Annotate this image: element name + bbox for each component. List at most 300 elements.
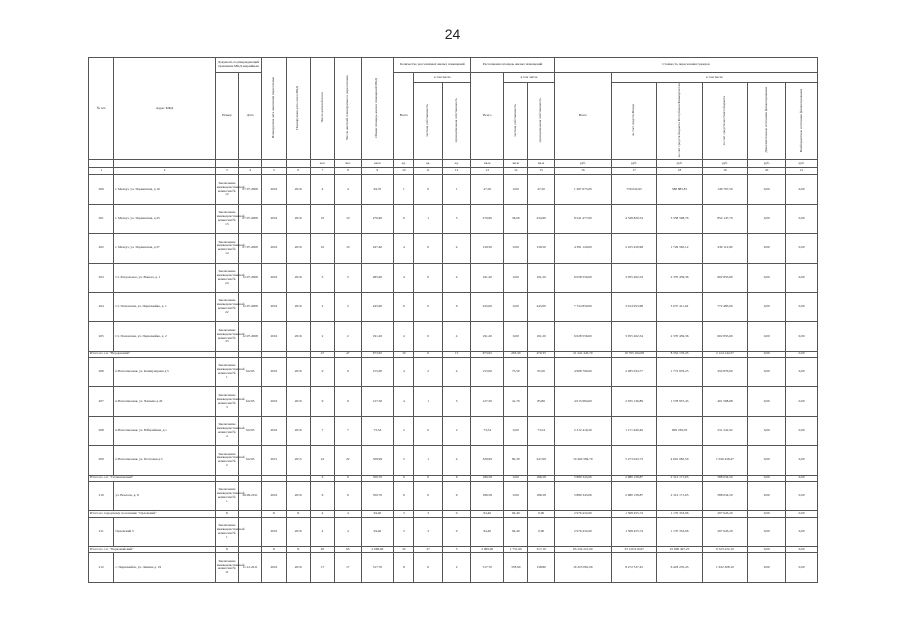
cell-am: 73,54 [528,416,554,445]
subtotal-cell: 94,40 [361,511,394,517]
hdr-doc-number: Номер [215,73,238,160]
cell-ce: 0,00 [786,416,818,445]
cell-ap: 0,00 [504,234,528,263]
cell-r: 2 [394,416,414,445]
cell-area: 155,00 [361,358,394,387]
cell-ca: 0,00 [748,481,786,510]
cell-r: 3 [394,517,414,546]
cell-date: 11.12.2011 [238,553,261,582]
column-number-cell: 19 [702,167,747,175]
unit-cell: чел. [310,160,334,168]
cell-ce: 0,00 [786,322,818,351]
hdr-num: № п/п [89,58,114,160]
cell-p1: 9 [310,358,334,387]
cell-doc: Заключение межведомственной комиссии № 12 [215,175,238,204]
subtotal-cell: 588 034,50 [702,475,747,481]
column-number-cell: 18 [657,167,702,175]
hdr-area-total: Всего [471,73,504,160]
cell-c: 5 880 345,00 [554,481,611,510]
cell-rp: 1 [414,446,443,475]
cell-c: 16 323 081,00 [554,553,611,582]
cell-ap: 0,00 [504,175,528,204]
cell-date: б/н/95 [238,358,261,387]
cell-ca: 0,00 [748,446,786,475]
cell-doc: Заключение межведомственной комиссии № 3 [215,387,238,416]
cell-c: 6 028 556,00 [554,322,611,351]
cell-ap: 0,00 [504,263,528,292]
cell-n: 207 [89,387,114,416]
cell-y1: 2016 [262,358,286,387]
unit-cell: кв.м [471,160,504,168]
cell-cr: 1 578 957,43 [657,387,702,416]
hdr-rooms-municipal: муниципальная собственность [453,97,458,143]
cell-a: 94,40 [471,517,504,546]
cell-c: 2 312 419,20 [554,416,611,445]
subtotal-cell: 3 [414,511,443,517]
cell-p2: 17 [335,553,361,582]
cell-ce: 0,00 [786,553,818,582]
cell-y1: 2016 [262,387,286,416]
cell-rm: 5 [442,204,471,233]
unit-cell: кв.м [528,160,554,168]
cell-doc: Заключение межведомственной комиссии № 22 [215,292,238,321]
cell-p2: 4 [335,175,361,204]
cell-addr: Ст. Поповская, ул. Первомайка, д. 2 [114,322,215,351]
column-number-cell: 20 [748,167,786,175]
cell-date: 12.07.2008 [238,292,261,321]
cell-area: 270,90 [361,204,394,233]
cell-cr: 2 370 439,36 [657,322,702,351]
table-row [89,358,818,387]
subtotal-cell: 10 765 164,08 [611,351,656,357]
hdr-additional: Дополнительные источники финансирования [763,87,768,153]
cell-a: 245,00 [471,292,504,321]
subtotal-cell: 0,00 [504,475,528,481]
cell-c: 2 976 432,00 [554,517,611,546]
hdr-fund: за счет средств Фонда [631,104,636,137]
cell-n: 210 [89,481,114,510]
subtotal-cell: 6 [442,475,471,481]
cell-cf: 1 171 929,49 [611,416,656,445]
cell-p1: 2 [310,292,334,321]
cell-date: 07.07.2008 [238,234,261,263]
cell-y1: 2016 [262,175,286,204]
cell-a: 191,20 [471,263,504,292]
column-number-cell: 21 [786,167,818,175]
cell-rm: 3 [442,387,471,416]
column-number-cell: 2 [114,167,215,175]
cell-p1: 10 [310,204,334,233]
cell-n: 204 [89,292,114,321]
cell-n: 201 [89,204,114,233]
cell-cf: 2 285 034,77 [611,358,656,387]
cell-am: 138,80 [528,553,554,582]
subtotal-cell: 65 232 221,00 [554,546,611,552]
unit-cell: ед. [414,160,443,168]
table-row [89,416,818,445]
table-body [89,175,818,582]
cell-rm: 2 [442,416,471,445]
table-row [89,387,818,416]
cell-r: 6 [394,481,414,510]
cell-am: 247,69 [528,446,554,475]
cell-y2: 2016 [286,517,310,546]
cell-doc: Заключение межведомственной комиссии № 2 [215,446,238,475]
cell-ce: 0,00 [786,263,818,292]
cell-area: 191,20 [361,322,394,351]
cell-y2: 2016 [286,416,310,445]
cell-addr: г. Мелеуз, ул. Украинская, д.37 [114,234,215,263]
cell-n: 211 [89,517,114,546]
cell-ce: 0,00 [786,387,818,416]
cell-cl: 854 147,70 [702,204,747,233]
cell-cl: 439 112,90 [702,234,747,263]
column-number-cell: 14 [504,167,528,175]
cell-y2: 2016 [286,204,310,233]
column-number-cell: 5 [262,167,286,175]
hdr-address: Адрес МКД [114,58,215,160]
hdr-rooms-count: Количество расселяемых жилых помещений [394,58,471,73]
subtotal-cell: 6 [414,351,443,357]
subtotal-cell: 6 [394,475,414,481]
cell-p1: 7 [310,416,334,445]
hdr-end-demolition: Планируемая дата сноса МКД [295,85,300,130]
subtotal-cell: 21 241 445,70 [554,351,611,357]
cell-ca: 0,00 [748,234,786,263]
hdr-residents: Число жителей всего [319,92,324,123]
hdr-end-relocation: Планируемая дата окончания переселения [270,77,275,139]
cell-area: 247,40 [361,234,394,263]
column-number-cell: 7 [310,167,334,175]
subtotal-cell: 0 [414,475,443,481]
cell-ca: 0,00 [748,358,786,387]
cell-p2: 10 [335,234,361,263]
cell-r: 6 [394,292,414,321]
cell-y1: 2016 [262,481,286,510]
subtotal-cell: 6 [335,475,361,481]
subtotal-cell: 1 170 333,06 [657,511,702,517]
unit-cell: руб. [611,160,656,168]
cell-am: 139,50 [528,234,554,263]
cell-cr: 909 239,03 [657,416,702,445]
subtotal-cell: 94,40 [471,511,504,517]
cell-doc: Заключение межведомственной комиссии № 24 [215,263,238,292]
cell-cl: 602 855,60 [702,322,747,351]
table-row [89,446,818,475]
cell-am: 245,00 [528,292,554,321]
column-number-cell: 12 [442,167,471,175]
column-number-cell: 10 [394,167,414,175]
cell-r: 4 [394,322,414,351]
cell-n: 206 [89,358,114,387]
cell-ce: 0,00 [786,204,818,233]
cell-r: 6 [394,204,414,233]
subtotal-cell: 317,10 [528,546,554,552]
hdr-regional: за счет средств бюджета Республики Башкортостан [676,83,681,158]
cell-ap: 0,00 [504,322,528,351]
cell-p1: 9 [310,387,334,416]
cell-am: 191,20 [528,322,554,351]
cell-ap: 0,00 [504,416,528,445]
cell-addr: Ст. Раздольное, ул. Вокзал, д. 1 [114,263,215,292]
cell-rp: 0 [414,234,443,263]
subtotal-cell: 1 751,90 [504,546,528,552]
cell-cf: 2 035 136,89 [611,387,656,416]
cell-doc: Заключение межведомственной комиссии № 1 [215,358,238,387]
cell-rp: 0 [414,263,443,292]
cell-doc: Заключение межведомственной комиссии № 4 [215,416,238,445]
cell-cf: 759 022,65 [611,175,656,204]
cell-ap: 0,00 [504,481,528,510]
cell-r: 1 [394,175,414,204]
subtotal-label: Итого по с.п. "Нордовский" [89,351,216,357]
unit-cell [89,160,114,168]
cell-cf: 2 225 450,98 [611,234,656,263]
cell-p2: 2 [335,322,361,351]
cell-rm: 6 [442,481,471,510]
cell-n: 205 [89,322,114,351]
cell-ap: 82,30 [504,446,528,475]
cell-doc: Заключение межведомственной комиссии № 13 [215,204,238,233]
cell-a: 186,58 [471,481,504,510]
cell-rp: 0 [414,322,443,351]
column-number-cell: 13 [471,167,504,175]
table-header [89,58,818,175]
subtotal-label: Итого по с.п. "Сплавновский" [89,475,216,481]
cell-rm: 2 [442,553,471,582]
cell-area: 127,56 [361,387,394,416]
subtotal-cell: 5 880 345,00 [554,475,611,481]
cell-p2: 9 [335,358,361,387]
hdr-cost: Стоимость переселения граждан [554,58,817,73]
subtotal-cell: 15 [442,351,471,357]
cell-cl: 602 855,60 [702,263,747,292]
cell-y1: 2016 [262,517,286,546]
subtotal-cell: 47 [310,351,334,357]
cell-addr: г. Мелеуз, ул. Украинская, д.35 [114,204,215,233]
cell-p1: 4 [310,517,334,546]
cell-rm: 4 [442,322,471,351]
unit-cell: руб. [657,160,702,168]
cell-rp: 0 [414,175,443,204]
cell-ap: 36,00 [504,204,528,233]
cell-p1: 2 [310,322,334,351]
cell-c: 4 015 684,00 [554,387,611,416]
cell-cf: 4 328 820,54 [611,204,656,233]
cell-doc: Заключение межведомственной комиссии № 1 [215,481,238,510]
cell-r: 4 [394,358,414,387]
cell-ap: 41,70 [504,387,528,416]
cell-y2: 2016 [286,358,310,387]
cell-rm: 4 [442,234,471,263]
cell-ca: 0,00 [748,175,786,204]
unit-cell: руб. [748,160,786,168]
cell-a: 155,00 [471,358,504,387]
cell-p2: 22 [335,446,361,475]
cell-ca: 0,00 [748,322,786,351]
subtotal-cell: 2 124 144,57 [702,351,747,357]
cell-y1: 2016 [262,263,286,292]
cell-addr: Орловский 5 [114,517,215,546]
cell-date: 12.07.2008 [238,263,261,292]
column-number-cell: 15 [528,167,554,175]
cell-y2: 2016 [286,481,310,510]
cell-y1: 2015 [262,446,286,475]
subtotal-cell: 1 508 455,74 [611,511,656,517]
cell-ap: 0,00 [504,292,528,321]
cell-rp: 1 [414,387,443,416]
cell-p2: 4 [335,517,361,546]
cell-y2: 2016 [286,322,310,351]
hdr-area-private: частная собственность [512,103,517,137]
subtotal-cell: 2 069,00 [361,546,394,552]
cell-ca: 0,00 [748,387,786,416]
hdr-doc-date: Дата [238,73,261,160]
hdr-area-incl: в том числе [504,73,555,83]
hdr-rooms-private: частная собственность [425,103,430,137]
hdr-cost-total: Всего [554,73,611,160]
cell-cl: 297 643,20 [702,517,747,546]
cell-am: 234,90 [528,204,554,233]
cell-cl: 450 879,00 [702,358,747,387]
subtotal-cell: 4 [335,511,361,517]
cell-date: б/н/95 [238,446,261,475]
subtotal-cell: 2 980 158,87 [611,475,656,481]
cell-ce: 0,00 [786,446,818,475]
cell-y2: 2016 [286,387,310,416]
cell-area: 73,54 [361,416,394,445]
cell-rp: 6 [414,553,443,582]
cell-c: 4 391 129,00 [554,234,611,263]
cell-y1: 2016 [262,204,286,233]
subtotal-cell: 94,40 [504,511,528,517]
hdr-cost-incl: в том числе [611,73,817,83]
cell-am: 0,00 [528,517,554,546]
cell-doc: Заключение межведомственной комиссии № 1 [215,517,238,546]
subtotal-cell: 673,65 [361,351,394,357]
cell-cl: 149 767,50 [702,175,747,204]
column-numbers-row [89,167,818,175]
cell-ca: 0,00 [748,517,786,546]
cell-a: 47,50 [471,175,504,204]
subtotal-cell: 0,00 [786,511,818,517]
subtotal-cell: X [286,546,310,552]
unit-cell: кв.м [361,160,394,168]
cell-ce: 0,00 [786,358,818,387]
cell-cl: 401 568,68 [702,387,747,416]
cell-addr: п.Новотаналык, ул. Почтовая д.5 [114,446,215,475]
column-number-cell: 1 [89,167,114,175]
cell-am: 191,20 [528,263,554,292]
cell-a: 139,50 [471,234,504,263]
cell-p1: 6 [310,481,334,510]
cell-rm: 4 [442,358,471,387]
column-number-cell: 16 [554,167,611,175]
cell-n: 202 [89,234,114,263]
cell-area: 517,70 [361,553,394,582]
cell-a: 517,70 [471,553,504,582]
cell-cl: 588 034,50 [702,481,747,510]
cell-y2: 2016 [286,292,310,321]
hdr-total-area: Общая площадь жилых помещений МКД [374,77,379,138]
table-row [89,263,818,292]
cell-p2: 7 [335,416,361,445]
cell-r: 8 [394,553,414,582]
unit-cell: чел. [335,160,361,168]
cell-c: 6 028 556,00 [554,263,611,292]
subtotal-cell: 4 [310,511,334,517]
cell-n: 209 [89,446,114,475]
cell-doc: Заключение межведомственной комиссии № 23 [215,322,238,351]
cell-p1: 10 [310,234,334,263]
cell-rp: 2 [414,358,443,387]
subtotal-cell: 65 [310,546,334,552]
cell-a: 329,99 [471,446,504,475]
cell-n: 200 [89,175,114,204]
subtotal-cell: 186,58 [528,475,554,481]
subtotal-cell: X [262,546,286,552]
cell-cf: 2 980 158,87 [611,481,656,510]
cell-c: 8 541 477,00 [554,204,611,233]
unit-cell: кв.м [504,160,528,168]
cell-area: 329,99 [361,446,394,475]
subtotal-cell: X [286,511,310,517]
cell-cf: 3 055 262,54 [611,322,656,351]
table-row [89,553,818,582]
cell-r: 4 [394,387,414,416]
cell-date: б/н/95 [238,416,261,445]
cell-area: 94,70 [361,175,394,204]
subtotal-label: Итого по городскому поселению "Орловский" [89,511,216,517]
column-number-cell: 3 [215,167,238,175]
unit-cell [262,160,286,168]
subtotal-cell: 297 643,20 [702,511,747,517]
cell-cf: 3 914 953,98 [611,292,656,321]
cell-addr: ул. Вокзала, д. 8 [114,481,215,510]
cell-y2: 2016 [286,263,310,292]
subtotal-cell: 25 696 497,25 [657,546,702,552]
cell-doc: Заключение межведомственной комиссии № 14 [215,234,238,263]
subtotal-cell: 0,00 [748,475,786,481]
cell-area: 350,70 [361,481,394,510]
subtotal-cell: X [215,511,238,517]
cell-cr: 588 885,81 [657,175,702,204]
subtotal-cell: 0,00 [786,351,818,357]
cell-cr: 6 418 235,45 [657,553,702,582]
cell-a: 127,56 [471,387,504,416]
cell-y2: 2016 [286,175,310,204]
cell-addr: г. Мелеуз, ул. Украинская, д.16 [114,175,215,204]
subtotal-cell: 8 352 176,45 [657,351,702,357]
cell-p2: 6 [335,481,361,510]
cell-addr: с. Первомайск, ул. Ленина д. 19 [114,553,215,582]
subtotal-cell: 2 069,00 [471,546,504,552]
cell-y1: 2016 [262,416,286,445]
cell-cr: 2 312 171,63 [657,481,702,510]
column-number-cell: 8 [335,167,361,175]
table-row [89,322,818,351]
cell-rm: 4 [442,446,471,475]
cell-cf: 1 508 455,74 [611,517,656,546]
unit-cell: руб. [702,160,747,168]
cell-p2: 2 [335,292,361,321]
table-row [89,517,818,546]
cell-addr: Ст. Поповская, ул. Первомайка, д. 1 [114,292,215,321]
cell-ap: 94,40 [504,517,528,546]
cell-cr: 2 370 439,36 [657,263,702,292]
subtotal-cell: 2 976 432,00 [554,511,611,517]
cell-cr: 1 726 565,12 [657,234,702,263]
